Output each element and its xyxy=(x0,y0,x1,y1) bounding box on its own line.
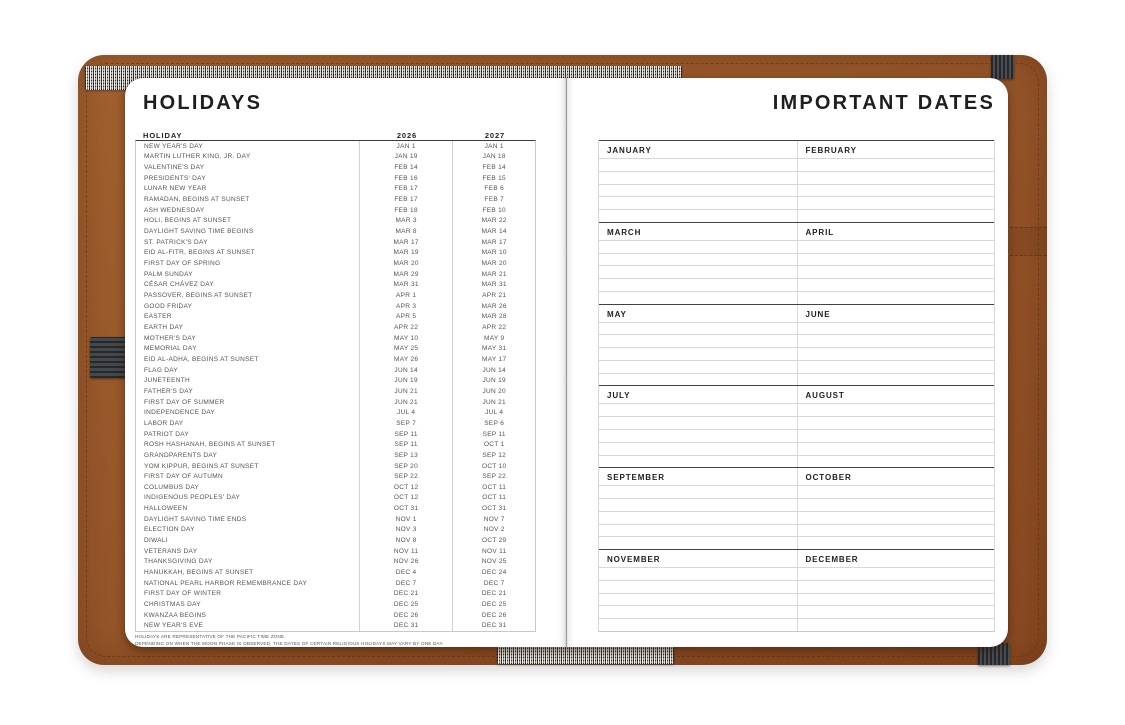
holiday-date-2027: DEC 24 xyxy=(481,569,507,577)
blank-writing-line xyxy=(599,265,797,278)
holiday-date-2027: OCT 29 xyxy=(481,537,507,545)
table-row xyxy=(136,184,535,195)
holiday-name: DAYLIGHT SAVING TIME ENDS xyxy=(136,514,360,525)
blank-writing-line xyxy=(599,360,797,373)
table-row xyxy=(136,397,535,408)
blank-writing-line xyxy=(798,265,995,278)
month-section-may xyxy=(599,305,797,386)
holiday-date-2026: APR 22 xyxy=(360,322,454,333)
holidays-footnote xyxy=(135,634,572,648)
table-row xyxy=(136,557,535,568)
table-row xyxy=(136,141,535,152)
blank-writing-line xyxy=(599,416,797,429)
holiday-date-2027: FEB 14 xyxy=(482,164,506,172)
blank-writing-line xyxy=(798,360,995,373)
page-spread xyxy=(125,78,1008,647)
blank-writing-line xyxy=(798,209,995,222)
month-label: OCTOBER xyxy=(805,473,852,483)
table-row xyxy=(136,194,535,205)
holiday-date-2027: DEC 21 xyxy=(481,590,507,598)
table-row xyxy=(136,162,535,173)
table-row xyxy=(136,290,535,301)
holiday-date-2026: JUN 19 xyxy=(360,375,454,386)
blank-writing-line xyxy=(798,485,995,498)
blank-writing-line xyxy=(798,347,995,360)
holiday-name: FIRST DAY OF AUTUMN xyxy=(136,471,360,482)
holiday-date-2026: JAN 19 xyxy=(360,152,454,163)
holiday-date-2027: NOV 2 xyxy=(483,526,505,534)
holiday-date-2026: SEP 13 xyxy=(360,450,454,461)
holiday-name: FATHER'S DAY xyxy=(136,386,360,397)
blank-writing-line xyxy=(798,278,995,291)
holiday-name: EARTH DAY xyxy=(136,322,360,333)
holiday-date-2026: FEB 16 xyxy=(360,173,454,184)
holiday-date-2027: MAR 21 xyxy=(481,270,507,278)
holiday-date-2027: OCT 31 xyxy=(481,505,507,513)
table-row xyxy=(136,205,535,216)
page-title-important-dates: IMPORTANT DATES xyxy=(772,92,995,114)
blank-writing-line xyxy=(599,498,797,511)
holiday-date-2027: JAN 18 xyxy=(482,153,506,161)
blank-writing-line xyxy=(599,334,797,347)
holiday-date-2027: SEP 22 xyxy=(482,473,507,481)
holiday-date-2026: SEP 22 xyxy=(360,471,454,482)
blank-writing-line xyxy=(599,184,797,197)
holiday-date-2026: NOV 3 xyxy=(360,525,454,536)
holiday-date-2026: OCT 12 xyxy=(360,482,454,493)
holiday-date-2027: FEB 15 xyxy=(482,174,506,182)
blank-writing-line xyxy=(798,240,995,253)
holiday-date-2027: JUN 14 xyxy=(482,366,506,374)
blank-writing-line xyxy=(599,511,797,524)
footnote-line-2: DEPENDING ON WHEN THE MOON PHASE IS OBSERVED, THE DATES OF CERTAIN RELIGIOUS HOLIDAYS MAY VARY BY ONE DAY. xyxy=(135,641,444,647)
woven-fabric-strip-bottom xyxy=(497,647,674,664)
important-dates-page xyxy=(566,78,1008,647)
blank-writing-line xyxy=(798,184,995,197)
holiday-date-2026: SEP 7 xyxy=(360,418,454,429)
holiday-name: VALENTINE'S DAY xyxy=(136,162,360,173)
table-row xyxy=(136,429,535,440)
blank-writing-line xyxy=(798,291,995,304)
blank-writing-line xyxy=(798,373,995,386)
month-pair-row xyxy=(599,467,994,549)
blank-writing-line xyxy=(798,580,995,593)
blank-writing-line xyxy=(599,171,797,184)
holiday-date-2026: MAY 26 xyxy=(360,354,454,365)
holiday-date-2026: APR 1 xyxy=(360,290,454,301)
blank-writing-line xyxy=(599,618,797,631)
holiday-date-2027: OCT 1 xyxy=(483,441,505,449)
holiday-date-2027: DEC 25 xyxy=(481,601,507,609)
holiday-name: LUNAR NEW YEAR xyxy=(136,184,360,195)
table-row xyxy=(136,621,535,632)
holiday-name: NATIONAL PEARL HARBOR REMEMBRANCE DAY xyxy=(136,578,360,589)
holiday-date-2027: NOV 25 xyxy=(481,558,507,566)
holiday-date-2027: NOV 11 xyxy=(481,547,507,555)
table-row xyxy=(136,439,535,450)
table-row xyxy=(136,471,535,482)
blank-writing-line xyxy=(798,171,995,184)
holiday-name: DAYLIGHT SAVING TIME BEGINS xyxy=(136,226,360,237)
holiday-name: EID AL-ADHA, BEGINS AT SUNSET xyxy=(136,354,360,365)
cover-edge-seam xyxy=(1010,227,1047,256)
blank-writing-line xyxy=(798,524,995,537)
holiday-name: MOTHER'S DAY xyxy=(136,333,360,344)
blank-writing-line xyxy=(599,593,797,606)
holiday-name: ELECTION DAY xyxy=(136,525,360,536)
blank-writing-line xyxy=(798,196,995,209)
blank-writing-line xyxy=(798,322,995,335)
month-section-july xyxy=(599,386,797,467)
footnote-line-1: HOLIDAYS ARE REPRESENTATIVE OF THE PACIFIC TIME ZONE. xyxy=(135,634,286,640)
holiday-name: ASH WEDNESDAY xyxy=(136,205,360,216)
holiday-date-2027: MAY 31 xyxy=(482,345,507,353)
holiday-name: PASSOVER, BEGINS AT SUNSET xyxy=(136,290,360,301)
holiday-date-2026: NOV 8 xyxy=(360,535,454,546)
holiday-date-2026: NOV 11 xyxy=(360,546,454,557)
table-row xyxy=(136,567,535,578)
table-row xyxy=(136,258,535,269)
table-row xyxy=(136,248,535,259)
table-row xyxy=(136,418,535,429)
blank-writing-line xyxy=(599,442,797,455)
table-row xyxy=(136,503,535,514)
holiday-date-2027: MAR 20 xyxy=(481,260,507,268)
month-label: JULY xyxy=(607,391,631,401)
month-label: JANUARY xyxy=(607,146,652,155)
month-section-september xyxy=(599,468,797,549)
blank-writing-line xyxy=(599,322,797,335)
holiday-date-2027: OCT 10 xyxy=(481,462,507,470)
holiday-date-2026: MAR 19 xyxy=(360,248,454,259)
month-pair-row xyxy=(599,140,994,222)
holiday-name: JUNETEENTH xyxy=(136,375,360,386)
table-row xyxy=(136,450,535,461)
table-row xyxy=(136,237,535,248)
holiday-name: DIWALI xyxy=(136,535,360,546)
holiday-name: VETERANS DAY xyxy=(136,546,360,557)
blank-writing-line xyxy=(798,158,995,171)
blank-writing-line xyxy=(798,416,995,429)
holiday-date-2027: SEP 11 xyxy=(482,430,506,438)
holiday-name: HOLI, BEGINS AT SUNSET xyxy=(136,216,360,227)
month-section-february xyxy=(797,141,995,222)
table-row xyxy=(136,535,535,546)
blank-writing-line xyxy=(798,253,995,266)
holiday-date-2026: APR 3 xyxy=(360,301,454,312)
table-row xyxy=(136,461,535,472)
month-section-march xyxy=(599,223,797,304)
holiday-name: MARTIN LUTHER KING, JR. DAY xyxy=(136,152,360,163)
holiday-date-2026: OCT 31 xyxy=(360,503,454,514)
holiday-date-2027: JUN 19 xyxy=(482,377,506,385)
blank-writing-line xyxy=(798,605,995,618)
holiday-name: MEMORIAL DAY xyxy=(136,343,360,354)
blank-writing-line xyxy=(599,373,797,386)
holiday-name: HANUKKAH, BEGINS AT SUNSET xyxy=(136,567,360,578)
holiday-name: FLAG DAY xyxy=(136,365,360,376)
holiday-name: EASTER xyxy=(136,312,360,323)
holiday-date-2026: MAR 29 xyxy=(360,269,454,280)
table-row xyxy=(136,578,535,589)
holiday-date-2027: FEB 10 xyxy=(482,206,506,214)
holiday-name: YOM KIPPUR, BEGINS AT SUNSET xyxy=(136,461,360,472)
holiday-date-2026: MAY 25 xyxy=(360,343,454,354)
blank-writing-line xyxy=(599,455,797,468)
holiday-date-2027: MAR 14 xyxy=(481,228,507,236)
holiday-date-2026: DEC 31 xyxy=(360,621,454,632)
holiday-table-header xyxy=(135,124,536,140)
holiday-name: HALLOWEEN xyxy=(136,503,360,514)
blank-writing-line xyxy=(798,442,995,455)
blank-writing-line xyxy=(599,429,797,442)
table-row xyxy=(136,322,535,333)
table-row xyxy=(136,280,535,291)
blank-writing-line xyxy=(599,196,797,209)
blank-writing-line xyxy=(599,209,797,222)
table-row xyxy=(136,525,535,536)
holiday-name: CÉSAR CHÁVEZ DAY xyxy=(136,280,360,291)
blank-writing-line xyxy=(599,567,797,580)
table-row xyxy=(136,493,535,504)
blank-writing-line xyxy=(599,580,797,593)
table-row xyxy=(136,173,535,184)
holiday-date-2027: MAR 17 xyxy=(481,238,507,246)
holiday-date-2026: MAR 17 xyxy=(360,237,454,248)
holiday-date-2027: JUN 20 xyxy=(482,387,506,395)
holiday-name: COLUMBUS DAY xyxy=(136,482,360,493)
table-row xyxy=(136,343,535,354)
holiday-date-2027: DEC 31 xyxy=(481,622,507,630)
holiday-date-2027: FEB 6 xyxy=(484,185,504,193)
blank-writing-line xyxy=(599,291,797,304)
holiday-name: PALM SUNDAY xyxy=(136,269,360,280)
month-section-november xyxy=(599,550,797,631)
month-section-august xyxy=(797,386,995,467)
blank-writing-line xyxy=(599,485,797,498)
month-section-april xyxy=(797,223,995,304)
month-section-december xyxy=(797,550,995,631)
holiday-date-2026: JUN 21 xyxy=(360,397,454,408)
month-label: NOVEMBER xyxy=(607,555,661,565)
month-label: MARCH xyxy=(607,227,642,237)
month-label: JUNE xyxy=(805,309,831,319)
blank-writing-line xyxy=(599,240,797,253)
table-row xyxy=(136,407,535,418)
table-row xyxy=(136,375,535,386)
table-row xyxy=(136,482,535,493)
column-header-2027: 2027 xyxy=(484,131,506,140)
blank-writing-line xyxy=(599,253,797,266)
month-label: DECEMBER xyxy=(805,555,859,565)
blank-writing-line xyxy=(798,334,995,347)
holiday-date-2026: SEP 11 xyxy=(360,429,454,440)
table-row xyxy=(136,386,535,397)
holiday-date-2026: DEC 4 xyxy=(360,567,454,578)
important-dates-grid xyxy=(598,140,995,632)
table-row xyxy=(136,216,535,227)
blank-writing-line xyxy=(798,536,995,549)
holiday-date-2026: APR 5 xyxy=(360,312,454,323)
month-label: SEPTEMBER xyxy=(607,473,665,483)
blank-writing-line xyxy=(798,429,995,442)
month-section-january xyxy=(599,141,797,222)
page-gutter xyxy=(558,78,574,647)
holiday-name: NEW YEAR'S EVE xyxy=(136,621,360,632)
month-pair-row xyxy=(599,385,994,467)
month-label: MAY xyxy=(607,309,627,319)
holiday-date-2027: MAY 9 xyxy=(484,334,505,342)
blank-writing-line xyxy=(798,511,995,524)
table-row xyxy=(136,226,535,237)
table-row xyxy=(136,333,535,344)
holiday-name: EID AL-FITR, BEGINS AT SUNSET xyxy=(136,248,360,259)
month-pair-row xyxy=(599,549,994,631)
blank-writing-line xyxy=(599,524,797,537)
holiday-date-2026: FEB 17 xyxy=(360,194,454,205)
holiday-date-2026: DEC 25 xyxy=(360,599,454,610)
holiday-name: FIRST DAY OF SPRING xyxy=(136,258,360,269)
month-pair-row xyxy=(599,304,994,386)
table-row xyxy=(136,546,535,557)
holiday-date-2026: JUN 21 xyxy=(360,386,454,397)
holiday-name: PRESIDENTS' DAY xyxy=(136,173,360,184)
blank-writing-line xyxy=(798,593,995,606)
holiday-date-2026: JAN 1 xyxy=(360,141,454,152)
table-row xyxy=(136,514,535,525)
holiday-date-2026: DEC 21 xyxy=(360,589,454,600)
table-row xyxy=(136,589,535,600)
holiday-name: INDIGENOUS PEOPLES' DAY xyxy=(136,493,360,504)
holiday-table-body xyxy=(135,140,536,632)
column-header-holiday: HOLIDAY xyxy=(143,131,183,140)
holiday-date-2027: MAR 22 xyxy=(481,217,507,225)
holiday-name: ST. PATRICK'S DAY xyxy=(136,237,360,248)
holiday-date-2026: JUN 14 xyxy=(360,365,454,376)
holiday-date-2027: SEP 6 xyxy=(484,419,505,427)
table-row xyxy=(136,301,535,312)
blank-writing-line xyxy=(798,455,995,468)
holiday-date-2027: OCT 11 xyxy=(482,483,507,491)
holiday-date-2026: DEC 7 xyxy=(360,578,454,589)
month-label: APRIL xyxy=(805,227,834,237)
holiday-name: CHRISTMAS DAY xyxy=(136,599,360,610)
holiday-date-2027: DEC 7 xyxy=(483,579,505,587)
elastic-band-top xyxy=(991,55,1014,79)
holiday-date-2027: MAY 17 xyxy=(482,355,507,363)
blank-writing-line xyxy=(798,618,995,631)
holiday-name: PATRIOT DAY xyxy=(136,429,360,440)
blank-writing-line xyxy=(599,605,797,618)
month-section-october xyxy=(797,468,995,549)
holiday-date-2026: MAR 8 xyxy=(360,226,454,237)
holiday-name: LABOR DAY xyxy=(136,418,360,429)
holiday-date-2026: MAR 20 xyxy=(360,258,454,269)
column-header-2026: 2026 xyxy=(396,131,418,140)
holiday-name: RAMADAN, BEGINS AT SUNSET xyxy=(136,194,360,205)
table-row xyxy=(136,152,535,163)
holiday-date-2026: MAY 10 xyxy=(360,333,454,344)
holiday-date-2026: FEB 18 xyxy=(360,205,454,216)
holiday-name: FIRST DAY OF SUMMER xyxy=(136,397,360,408)
holiday-date-2026: OCT 12 xyxy=(360,493,454,504)
holiday-date-2027: JAN 1 xyxy=(484,142,504,150)
blank-writing-line xyxy=(599,278,797,291)
blank-writing-line xyxy=(798,403,995,416)
table-row xyxy=(136,365,535,376)
holiday-date-2026: JUL 4 xyxy=(360,407,454,418)
holiday-date-2026: MAR 3 xyxy=(360,216,454,227)
holiday-date-2027: APR 21 xyxy=(482,292,507,300)
holiday-date-2026: SEP 20 xyxy=(360,461,454,472)
holiday-date-2027: DEC 26 xyxy=(481,611,507,619)
holiday-name: NEW YEAR'S DAY xyxy=(136,141,360,152)
holiday-name: FIRST DAY OF WINTER xyxy=(136,589,360,600)
table-row xyxy=(136,610,535,621)
month-section-june xyxy=(797,305,995,386)
table-row xyxy=(136,354,535,365)
holiday-name: ROSH HASHANAH, BEGINS AT SUNSET xyxy=(136,439,360,450)
holiday-date-2027: NOV 7 xyxy=(483,515,505,523)
holiday-date-2026: MAR 31 xyxy=(360,280,454,291)
holiday-date-2027: MAR 28 xyxy=(481,313,507,321)
month-label: AUGUST xyxy=(805,391,845,401)
holiday-date-2026: FEB 17 xyxy=(360,184,454,195)
month-label: FEBRUARY xyxy=(805,146,857,155)
holiday-date-2026: DEC 26 xyxy=(360,610,454,621)
blank-writing-line xyxy=(798,498,995,511)
holiday-name: GRANDPARENTS DAY xyxy=(136,450,360,461)
blank-writing-line xyxy=(599,158,797,171)
holidays-page xyxy=(125,78,566,647)
holiday-date-2027: MAR 31 xyxy=(481,281,507,289)
holiday-name: THANKSGIVING DAY xyxy=(136,557,360,568)
holiday-name: INDEPENDENCE DAY xyxy=(136,407,360,418)
holiday-name: GOOD FRIDAY xyxy=(136,301,360,312)
holiday-date-2026: NOV 26 xyxy=(360,557,454,568)
blank-writing-line xyxy=(599,536,797,549)
table-row xyxy=(136,599,535,610)
holiday-date-2027: SEP 12 xyxy=(482,451,507,459)
holiday-date-2027: JUL 4 xyxy=(485,409,504,417)
holiday-date-2026: SEP 11 xyxy=(360,439,454,450)
blank-writing-line xyxy=(599,403,797,416)
holiday-date-2027: OCT 11 xyxy=(482,494,507,502)
holiday-date-2027: MAR 26 xyxy=(481,302,507,310)
page-title-holidays: HOLIDAYS xyxy=(143,92,263,114)
holiday-date-2027: JUN 21 xyxy=(482,398,506,406)
blank-writing-line xyxy=(798,567,995,580)
month-pair-row xyxy=(599,222,994,304)
table-row xyxy=(136,269,535,280)
holiday-name: KWANZAA BEGINS xyxy=(136,610,360,621)
blank-writing-line xyxy=(599,347,797,360)
holiday-date-2026: FEB 14 xyxy=(360,162,454,173)
holiday-date-2027: APR 22 xyxy=(482,323,507,331)
holiday-date-2026: NOV 1 xyxy=(360,514,454,525)
table-row xyxy=(136,312,535,323)
holiday-date-2027: FEB 7 xyxy=(484,196,504,204)
holiday-date-2027: MAR 10 xyxy=(481,249,507,257)
